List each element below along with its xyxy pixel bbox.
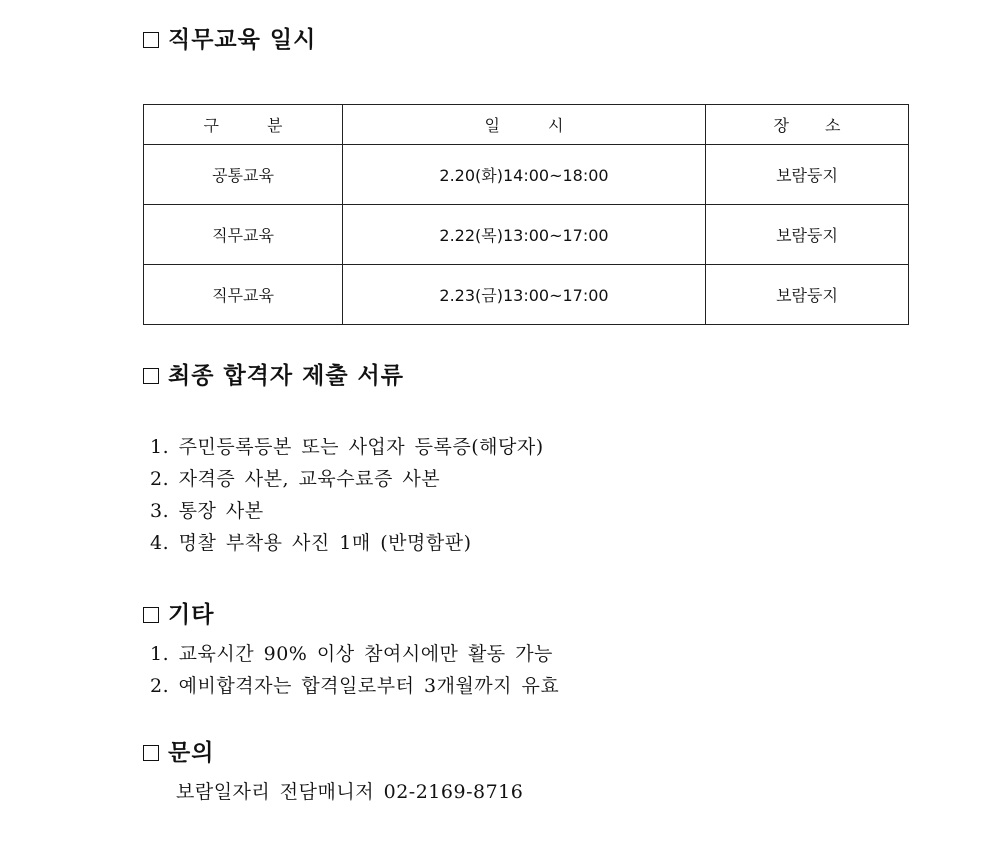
list-item: 2. 자격증 사본, 교육수료증 사본: [150, 468, 441, 490]
table-cell: 2.23(금)13:00~17:00: [343, 265, 706, 325]
etc-list: [150, 638, 559, 702]
square-bullet-icon: [143, 745, 159, 761]
section-title: 직무교육 일시: [168, 26, 317, 53]
schedule-table: [143, 104, 909, 325]
table-cell: 공통교육: [144, 145, 343, 205]
table-cell: 2.20(화)14:00~18:00: [343, 145, 706, 205]
square-bullet-icon: [143, 368, 159, 384]
section-title: 문의: [168, 739, 215, 766]
list-item: 1. 주민등록등본 또는 사업자 등록증(해당자): [150, 436, 544, 458]
square-bullet-icon: [143, 607, 159, 623]
section-heading-schedule: [143, 25, 316, 55]
section-heading-inquiry: [143, 738, 214, 768]
square-bullet-icon: [143, 32, 159, 48]
section-heading-etc: [143, 600, 214, 630]
table-row: [144, 205, 909, 265]
table-row: [144, 265, 909, 325]
table-cell: 보람둥지: [706, 265, 909, 325]
column-header-datetime: 일시: [343, 105, 706, 145]
list-item: 1. 교육시간 90% 이상 참여시에만 활동 가능: [150, 643, 553, 665]
table-cell: 직무교육: [144, 205, 343, 265]
table-cell: 2.22(목)13:00~17:00: [343, 205, 706, 265]
section-title: 기타: [168, 601, 215, 628]
section-title: 최종 합격자 제출 서류: [168, 362, 404, 389]
table-cell: 보람둥지: [706, 205, 909, 265]
column-header-location: 장소: [706, 105, 909, 145]
table-cell: 보람둥지: [706, 145, 909, 205]
section-heading-documents: [143, 361, 404, 391]
inquiry-contact: 보람일자리 전담매니저 02-2169-8716: [176, 781, 524, 803]
documents-list: [150, 431, 544, 559]
list-item: 4. 명찰 부착용 사진 1매 (반명함판): [150, 532, 472, 554]
column-header-category: 구분: [144, 105, 343, 145]
table-header-row: [144, 105, 909, 145]
table-row: [144, 145, 909, 205]
list-item: 3. 통장 사본: [150, 500, 264, 522]
list-item: 2. 예비합격자는 합격일로부터 3개월까지 유효: [150, 675, 560, 697]
table-cell: 직무교육: [144, 265, 343, 325]
